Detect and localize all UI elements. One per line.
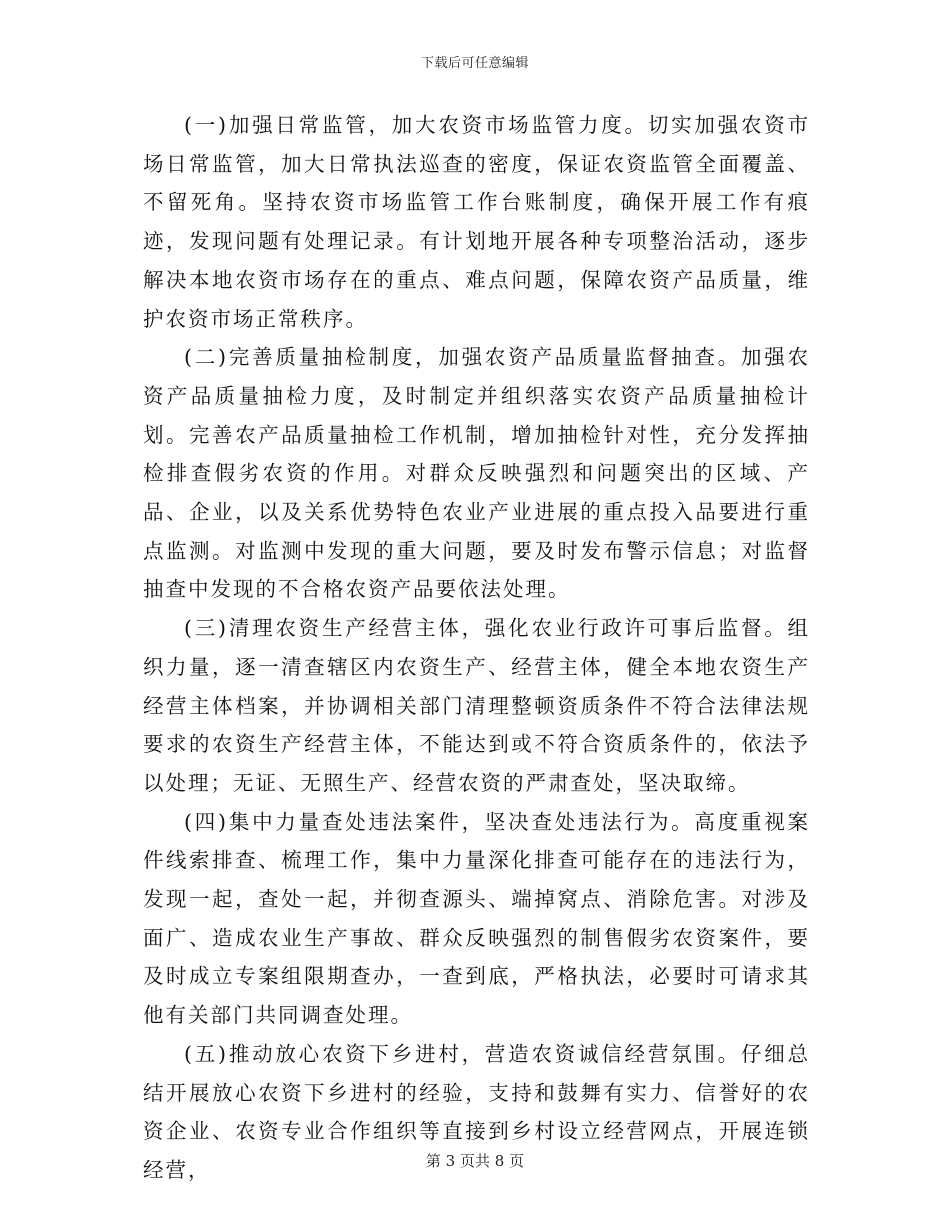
paragraph-3: (三)清理农资生产经营主体，强化农业行政许可事后监督。组织力量，逐一清查辖区内农资生产、经营主体，健全本地农资生产经营主体档案，并协调相关部门清理整顿资质条件不符合法律法规要求的农资生产经营主体，不能达到或不符合资质条件的，依法予以处理；无证、无照生产、经营农资的严肃查处，坚决取缔。 — [143, 616, 810, 795]
paragraph-4: (四)集中力量查处违法案件，坚决查处违法行为。高度重视案件线索排查、梳理工作，集中力量深化排查可能存在的违法行为，发现一起，查处一起，并彻查源头、端掉窝点、消除危害。对涉及面广、造成农业生产事故、群众反映强烈的制售假劣农资案件，要及时成立专案组限期查办，一查到底，严格执法，必要时可请求其他有关部门共同调查处理。 — [143, 809, 810, 1028]
paragraph-1: (一)加强日常监管，加大农资市场监管力度。切实加强农资市场日常监管，加大日常执法巡查的密度，保证农资监管全面覆盖、不留死角。坚持农资市场监管工作台账制度，确保开展工作有痕迹，发现问题有处理记录。有计划地开展各种专项整治活动，逐步解决本地农资市场存在的重点、难点问题，保障农资产品质量，维护农资市场正常秩序。 — [143, 113, 810, 331]
paragraph-2: (二)完善质量抽检制度，加强农资产品质量监督抽查。加强农资产品质量抽检力度，及时制定并组织落实农资产品质量抽检计划。完善农产品质量抽检工作机制，增加抽检针对性，充分发挥抽检排查假劣农资的作用。对群众反映强烈和问题突出的区域、产品、企业，以及关系优势特色农业产业进展的重点投入品要进行重点监测。对监测中发现的重大问题，要及时发布警示信息；对监督抽查中发现的不合格农资产品要依法处理。 — [143, 345, 810, 602]
page-header: 下载后可任意编辑 — [420, 56, 529, 71]
paragraph-5: (五)推动放心农资下乡进村，营造农资诚信经营氛围。仔细总结开展放心农资下乡进村的经验，支持和鼓舞有实力、信誉好的农资企业、农资专业合作组织等直接到乡村设立经营网点，开展连锁经营， — [143, 1041, 810, 1182]
document-body — [143, 106, 810, 1190]
page-footer: 第 3 页共 8 页 — [425, 1152, 525, 1170]
